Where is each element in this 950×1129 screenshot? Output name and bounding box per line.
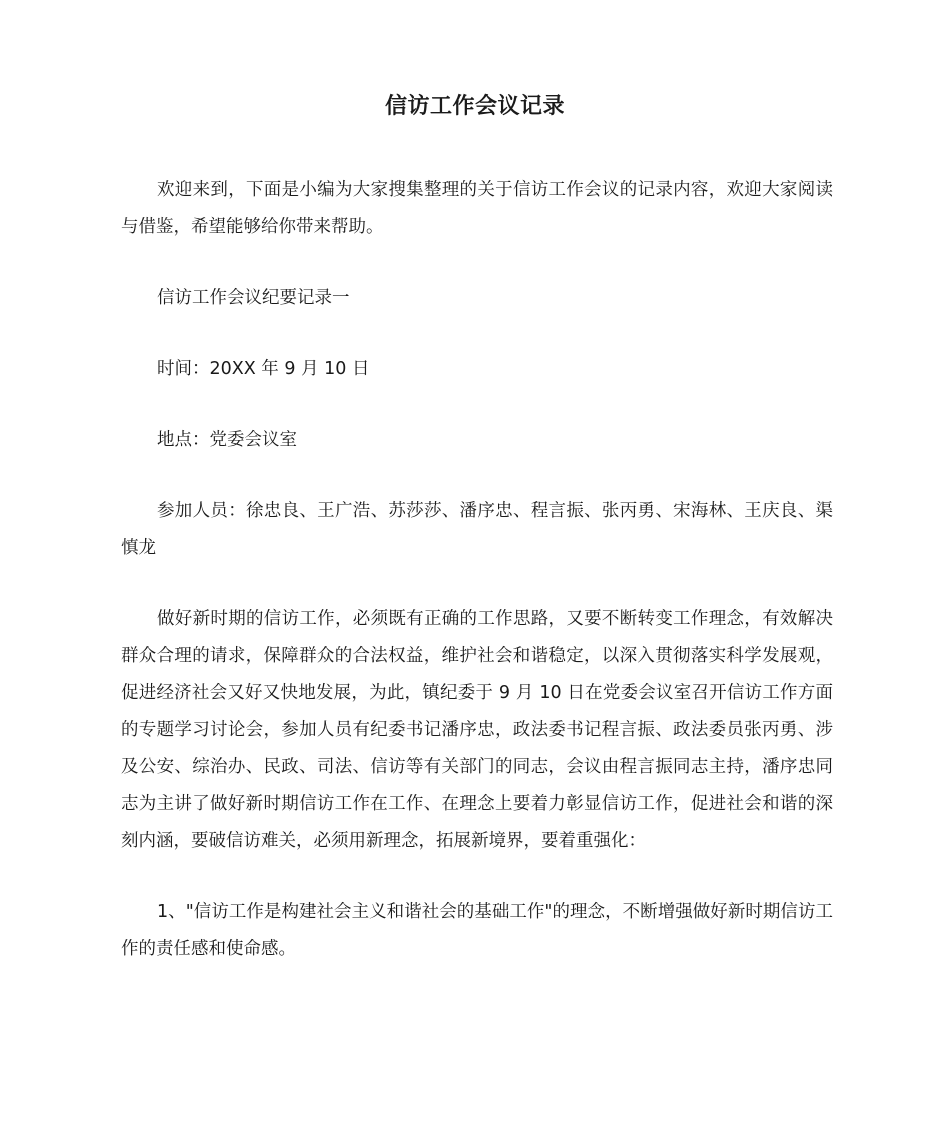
section-heading: 信访工作会议纪要记录一 xyxy=(157,288,350,308)
document-title: 信访工作会议记录 xyxy=(384,94,565,119)
meeting-location: 地点：党委会议室 xyxy=(157,430,297,450)
meeting-attendees: 参加人员：徐忠良、王广浩、苏莎莎、潘序忠、程言振、张丙勇、宋海林、王庆良、渠慎龙 xyxy=(121,501,833,558)
meeting-time: 时间：20XX 年 9 月 10 日 xyxy=(157,359,370,379)
meeting-summary-paragraph: 做好新时期的信访工作，必须既有正确的工作思路，又要不断转变工作理念，有效解决群众合理的请求，保障群众的合法权益，维护社会和谐稳定，以深入贯彻落实科学发展观，促进经济社会又好又快地发展，为此，镇纪委于 9 月 10 日在党委会议室召开信访工作方面的专题学习讨论会，参加人员有纪委书记潘序忠，政法委书记程言振、政法委员张丙勇、涉及公安、综治办、民政、司法、信访等有关部门的同志，会议由程言振同志主持，潘序忠同志为主讲了做好新时期信访工作在工作、在理念上要着力彰显信访工作，促进社会和谐的深刻内涵，要破信访难关，必须用新理念，拓展新境界，要着重强化： xyxy=(121,609,833,851)
intro-paragraph: 欢迎来到，下面是小编为大家搜集整理的关于信访工作会议的记录内容，欢迎大家阅读与借鉴，希望能够给你带来帮助。 xyxy=(121,180,833,237)
list-item-1: 1、"信访工作是构建社会主义和谐社会的基础工作"的理念，不断增强做好新时期信访工作的责任感和使命感。 xyxy=(121,902,833,959)
document-body xyxy=(121,172,833,968)
